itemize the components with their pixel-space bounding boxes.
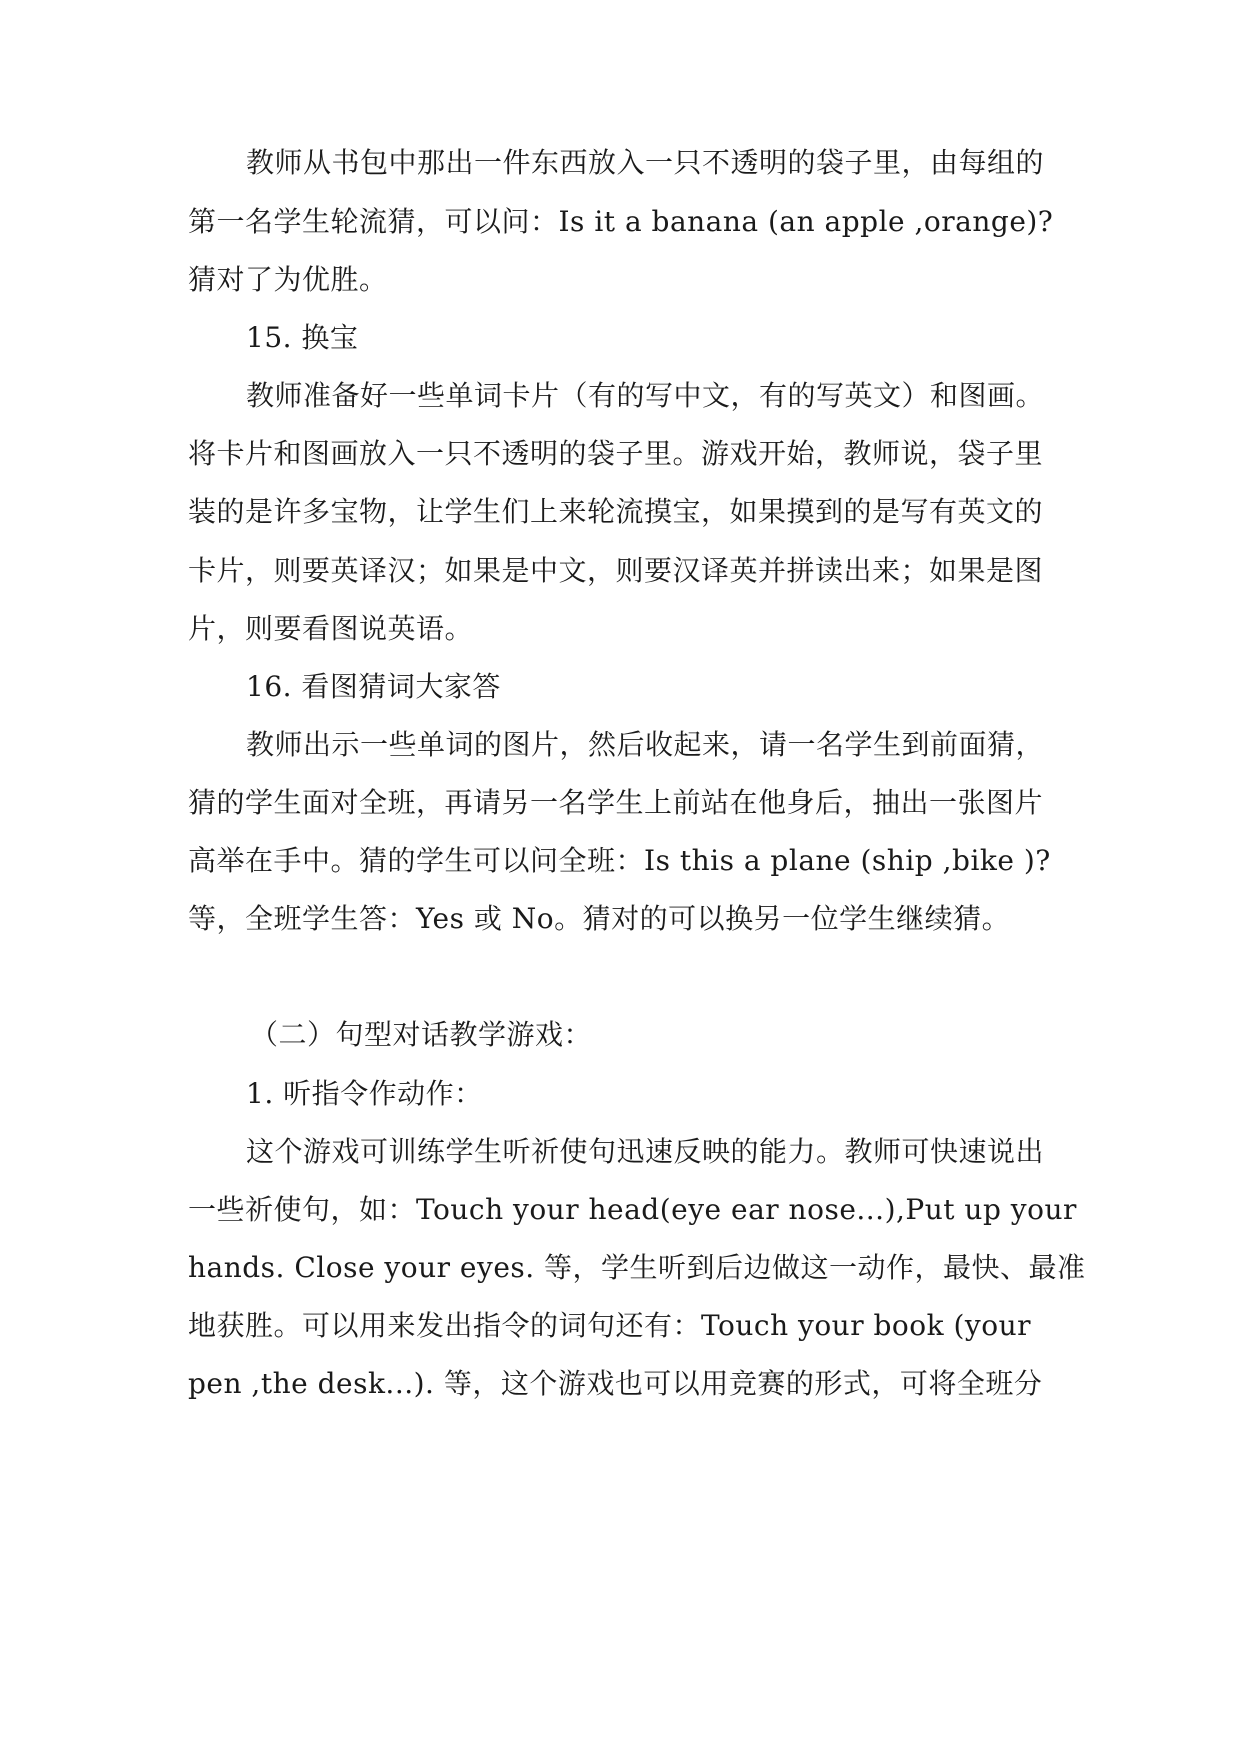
paragraph-line: 猜的学生面对全班，再请另一名学生上前站在他身后，抽出一张图片 (188, 786, 1044, 819)
section-heading: 16. 看图猜词大家答 (246, 670, 501, 703)
paragraph-line: 教师出示一些单词的图片，然后收起来，请一名学生到前面猜， (246, 728, 1045, 761)
paragraph-line: 教师准备好一些单词卡片（有的写中文，有的写英文）和图画。 (246, 379, 1045, 412)
paragraph-line: 第一名学生轮流猜，可以问：Is it a banana (an apple ,orange)? (188, 205, 1054, 238)
paragraph-line: 一些祈使句，如：Touch your head(eye ear nose...),Put up your (188, 1193, 1077, 1226)
paragraph-line: 装的是许多宝物，让学生们上来轮流摸宝，如果摸到的是写有英文的 (188, 495, 1044, 528)
paragraph-line: pen ,the desk...). 等，这个游戏也可以用竞赛的形式，可将全班分 (188, 1367, 1043, 1400)
section-heading: 15. 换宝 (246, 321, 359, 354)
paragraph-line: hands. Close your eyes. 等，学生听到后边做这一动作，最快、最准 (188, 1251, 1086, 1284)
section-heading: （二）句型对话教学游戏： (250, 1018, 593, 1051)
paragraph-line: 等，全班学生答：Yes 或 No。猜对的可以换另一位学生继续猜。 (188, 902, 1011, 935)
paragraph-line: 这个游戏可训练学生听祈使句迅速反映的能力。教师可快速说出 (246, 1135, 1045, 1168)
paragraph-line: 高举在手中。猜的学生可以问全班：Is this a plane (ship ,bike )? (188, 844, 1051, 877)
paragraph-line: 片，则要看图说英语。 (188, 612, 474, 645)
paragraph-line: 教师从书包中那出一件东西放入一只不透明的袋子里，由每组的 (246, 146, 1045, 179)
paragraph-line: 将卡片和图画放入一只不透明的袋子里。游戏开始，教师说，袋子里 (188, 437, 1044, 470)
section-heading: 1. 听指令作动作： (246, 1077, 483, 1110)
paragraph-line: 地获胜。可以用来发出指令的词句还有：Touch your book (your (188, 1309, 1032, 1342)
paragraph-line: 卡片，则要英译汉；如果是中文，则要汉译英并拼读出来；如果是图 (188, 554, 1044, 587)
paragraph-line: 猜对了为优胜。 (188, 263, 388, 296)
